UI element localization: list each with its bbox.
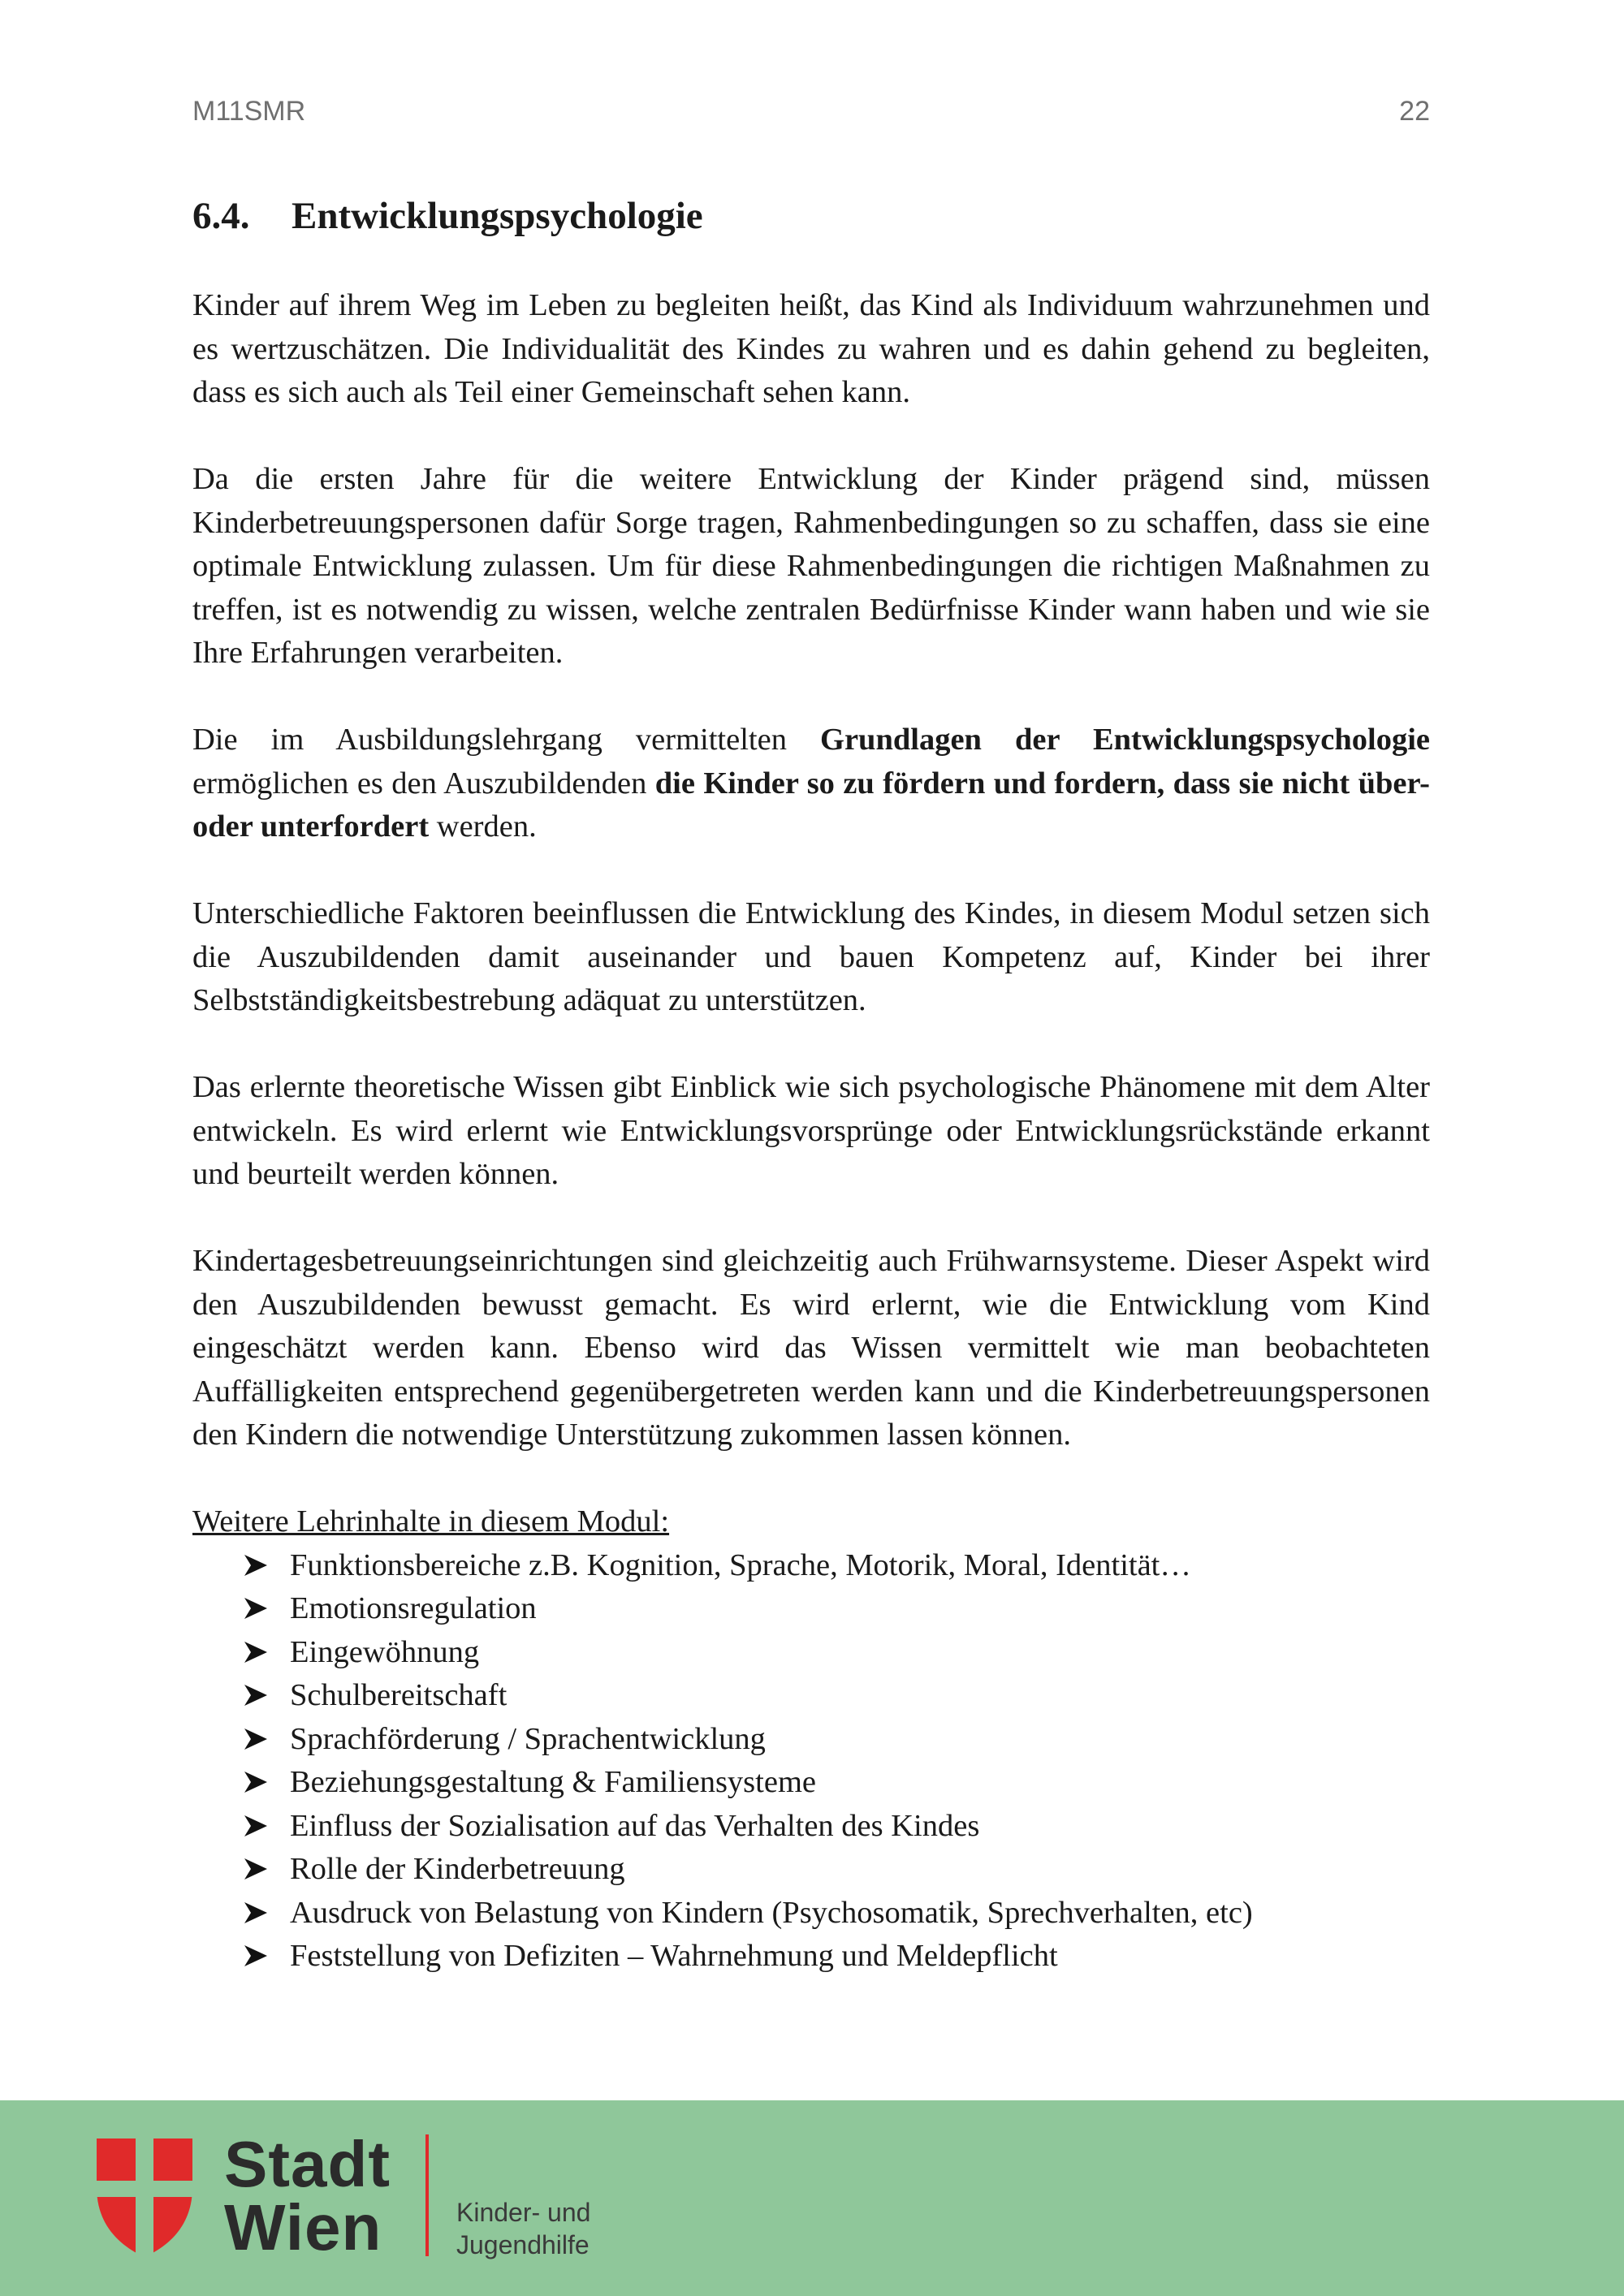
list-item-text: Feststellung von Defiziten – Wahrnehmung und Meldepflicht [290, 1939, 1058, 1973]
section-number: 6.4. [192, 195, 250, 237]
section-title-text: Entwicklungspsychologie [292, 195, 703, 237]
arrowhead-bullet-icon [244, 1944, 268, 1967]
list-item-text: Emotionsregulation [290, 1591, 537, 1625]
paragraph-foundations-bold2: die Kinder so zu fördern und fordern, dass sie nicht über- oder unterfordert [192, 766, 1430, 844]
arrowhead-bullet-icon [244, 1815, 268, 1837]
department-line2: Jugendhilfe [456, 2230, 590, 2259]
page-number: 22 [1399, 96, 1430, 127]
topics-heading: Weitere Lehrinhalte in diesem Modul: [192, 1504, 670, 1539]
list-item-text: Funktionsbereiche z.B. Kognition, Sprache, Motorik, Moral, Identität… [290, 1547, 1191, 1582]
paragraph-intro: Kinder auf ihrem Weg im Leben zu begleiten heißt, das Kind als Individuum wahrzunehmen und es wertzuschätzen. Die Individualität des Kindes zu wahren und es dahin gehend zu begleiten, dass es sich auch als Teil einer Gemeinschaft sehen kann. [192, 288, 1430, 409]
vienna-crest-icon [95, 2137, 194, 2259]
list-item-text: Rolle der Kinderbetreuung [290, 1852, 625, 1886]
arrowhead-bullet-icon [244, 1554, 268, 1577]
paragraph-foundations-bold1: Grundlagen der Entwicklungspsychologie [820, 723, 1431, 757]
list-item [244, 1892, 1430, 1936]
arrowhead-bullet-icon [244, 1901, 268, 1924]
topics-list [192, 1544, 1430, 1979]
document-code: M11SMR [192, 96, 306, 127]
list-item-text: Beziehungsgestaltung & Familiensysteme [290, 1765, 816, 1799]
paragraph-factors: Unterschiedliche Faktoren beeinflussen die Entwicklung des Kindes, in diesem Modul setzen sich die Auszubildenden damit auseinander und bauen Kompetenz auf, Kinder bei ihrer Selbstständigkeitsbestrebung adäquat zu unterstützen. [192, 896, 1430, 1017]
page-header [192, 96, 1430, 136]
brand-wordmark [224, 2128, 391, 2264]
list-item [244, 1631, 1430, 1675]
paragraph-foundations [192, 719, 1430, 849]
body-content [192, 284, 1430, 1979]
list-item-text: Sprachförderung / Sprachentwicklung [290, 1721, 766, 1756]
list-item [244, 1761, 1430, 1805]
arrowhead-bullet-icon [244, 1858, 268, 1880]
list-item [244, 1544, 1430, 1588]
department-line1: Kinder- und [456, 2198, 591, 2227]
list-item-text: Einfluss der Sozialisation auf das Verhalten des Kindes [290, 1808, 980, 1843]
list-item [244, 1805, 1430, 1849]
footer-divider [425, 2134, 429, 2256]
section-title [192, 192, 1430, 240]
list-item [244, 1935, 1430, 1979]
paragraph-foundations-part1: Die im Ausbildungslehrgang vermittelten [192, 723, 820, 757]
list-item [244, 1587, 1430, 1631]
list-item [244, 1718, 1430, 1762]
arrowhead-bullet-icon [244, 1771, 268, 1793]
arrowhead-bullet-icon [244, 1641, 268, 1664]
department-name [456, 2196, 590, 2261]
paragraph-foundations-part3: werden. [429, 809, 537, 844]
paragraph-first-years: Da die ersten Jahre für die weitere Entwicklung der Kinder prägend sind, müssen Kinderbetreuungspersonen dafür Sorge tragen, Rahmenbedingungen so zu schaffen, dass sie eine optimale Entwicklung zulassen. Um für diese Rahmenbedingungen die richtigen Maßnahmen zu treffen, ist es notwendig zu wissen, welche zentralen Bedürfnisse Kinder wann haben und wie sie Ihre Erfahrungen verarbeiten. [192, 462, 1430, 670]
footer-banner [0, 2100, 1624, 2296]
paragraph-foundations-part2: ermöglichen es den Auszubildenden [192, 766, 655, 801]
list-item-text: Schulbereitschaft [290, 1678, 508, 1712]
arrowhead-bullet-icon [244, 1597, 268, 1620]
list-item-text: Ausdruck von Belastung von Kindern (Psychosomatik, Sprechverhalten, etc) [290, 1895, 1253, 1930]
list-item [244, 1848, 1430, 1892]
brand-line-wien: Wien [224, 2191, 382, 2264]
arrowhead-bullet-icon [244, 1728, 268, 1750]
brand-line-stadt: Stadt [224, 2128, 391, 2200]
list-item [244, 1674, 1430, 1718]
arrowhead-bullet-icon [244, 1684, 268, 1707]
paragraph-knowledge: Das erlernte theoretische Wissen gibt Einblick wie sich psychologische Phänomene mit dem Alter entwickeln. Es wird erlernt wie Entwicklungsvorsprünge oder Entwicklungsrückstände erkannt und beurteilt werden können. [192, 1070, 1430, 1191]
paragraph-early-warning: Kindertagesbetreuungseinrichtungen sind gleichzeitig auch Frühwarnsysteme. Dieser Aspekt wird den Auszubildenden bewusst gemacht. Es wird erlernt, wie die Entwicklung vom Kind eingeschätzt werden kann. Ebenso wird das Wissen vermittelt wie man beobachteten Auffälligkeiten entsprechend gegenübergetreten werden kann und die Kinderbetreuungspersonen den Kindern die notwendige Unterstützung zukommen lassen können. [192, 1244, 1430, 1452]
list-item-text: Eingewöhnung [290, 1634, 480, 1669]
